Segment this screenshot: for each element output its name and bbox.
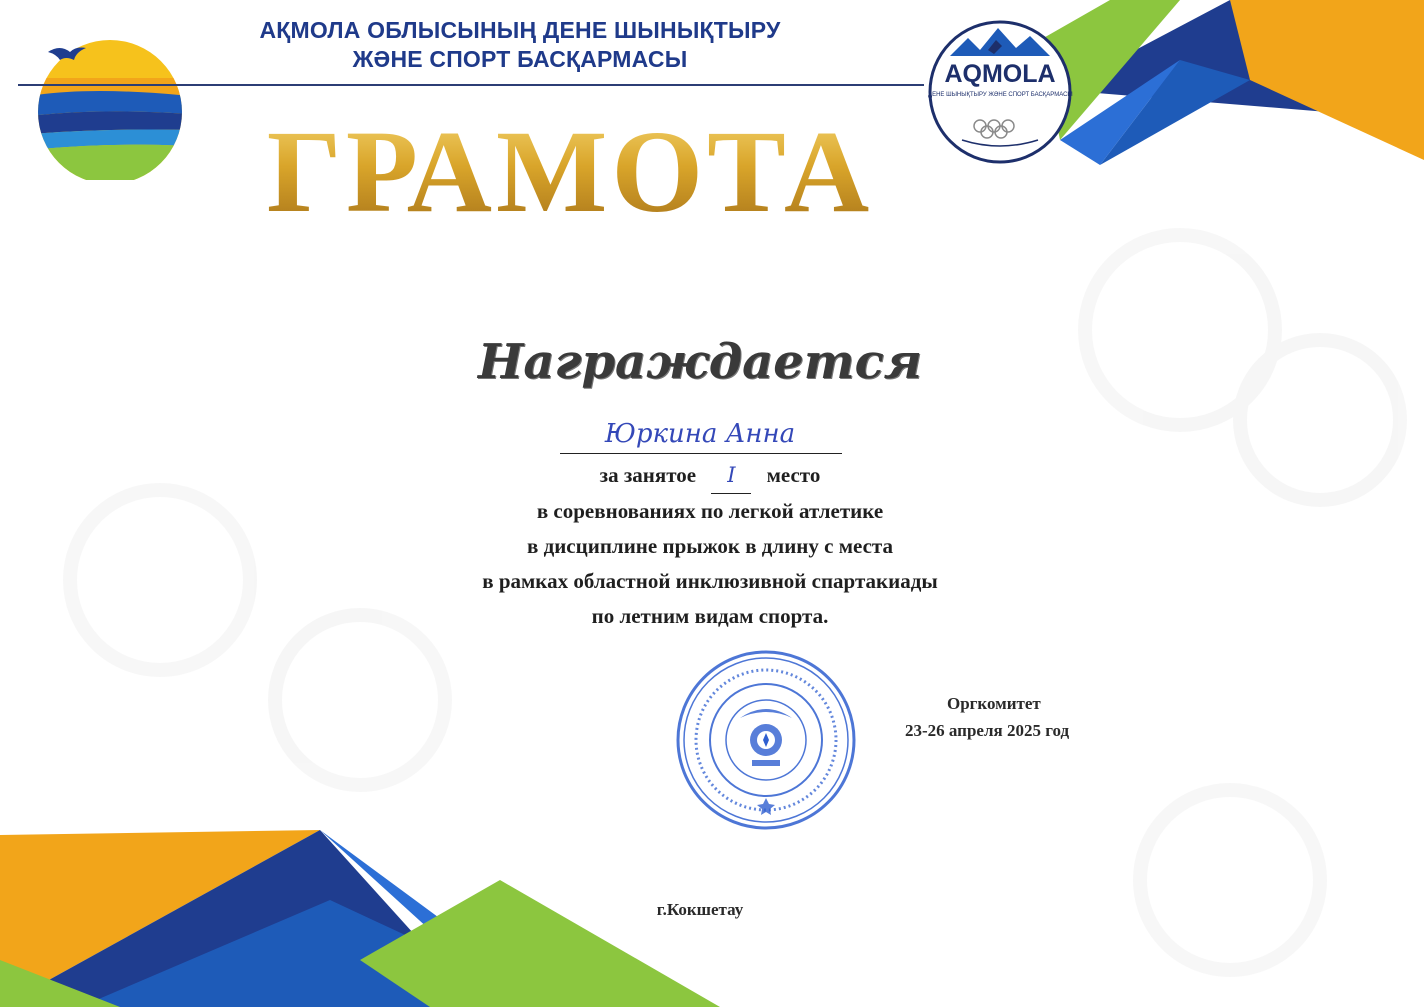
certificate-title: ГРАМОТА bbox=[250, 112, 890, 232]
place-prefix: за занятое bbox=[599, 463, 697, 487]
header-divider bbox=[18, 84, 924, 86]
organization-name-line1: АҚМОЛА ОБЛЫСЫНЫҢ ДЕНЕ ШЫНЫҚТЫРУ bbox=[259, 17, 781, 43]
city: г.Кокшетау bbox=[656, 900, 744, 919]
committee-label: Оргкомитет bbox=[947, 694, 1041, 713]
aqmola-badge-name: AQMOLA bbox=[944, 60, 1056, 88]
official-stamp bbox=[670, 648, 862, 832]
event-dates: 23-26 апреля 2025 год bbox=[905, 721, 1070, 740]
body-line: в рамках областной инклюзивной спартакиады bbox=[482, 569, 938, 593]
awarded-heading: Награждается bbox=[477, 334, 923, 390]
place-suffix: место bbox=[766, 463, 821, 487]
place-line bbox=[330, 458, 1090, 494]
certificate-body bbox=[330, 458, 1090, 634]
organization-name bbox=[200, 16, 840, 74]
region-logo bbox=[30, 30, 190, 180]
body-line: в соревнованиях по легкой атлетике bbox=[536, 499, 884, 523]
emblem-icon bbox=[740, 709, 792, 815]
aqmola-badge-subtitle: ДЕНЕ ШЫНЫҚТЫРУ ЖӘНЕ СПОРТ БАСҚАРМАСЫ bbox=[928, 92, 1073, 98]
organizing-committee bbox=[905, 690, 1125, 744]
body-line: в дисциплине прыжок в длину с места bbox=[526, 534, 893, 558]
place-value: I bbox=[711, 458, 751, 494]
recipient-underline bbox=[560, 453, 842, 454]
organization-name-line2: ЖӘНЕ СПОРТ БАСҚАРМАСЫ bbox=[352, 46, 688, 72]
body-line: по летним видам спорта. bbox=[591, 604, 829, 628]
recipient-name: Юркина Анна bbox=[604, 419, 796, 449]
